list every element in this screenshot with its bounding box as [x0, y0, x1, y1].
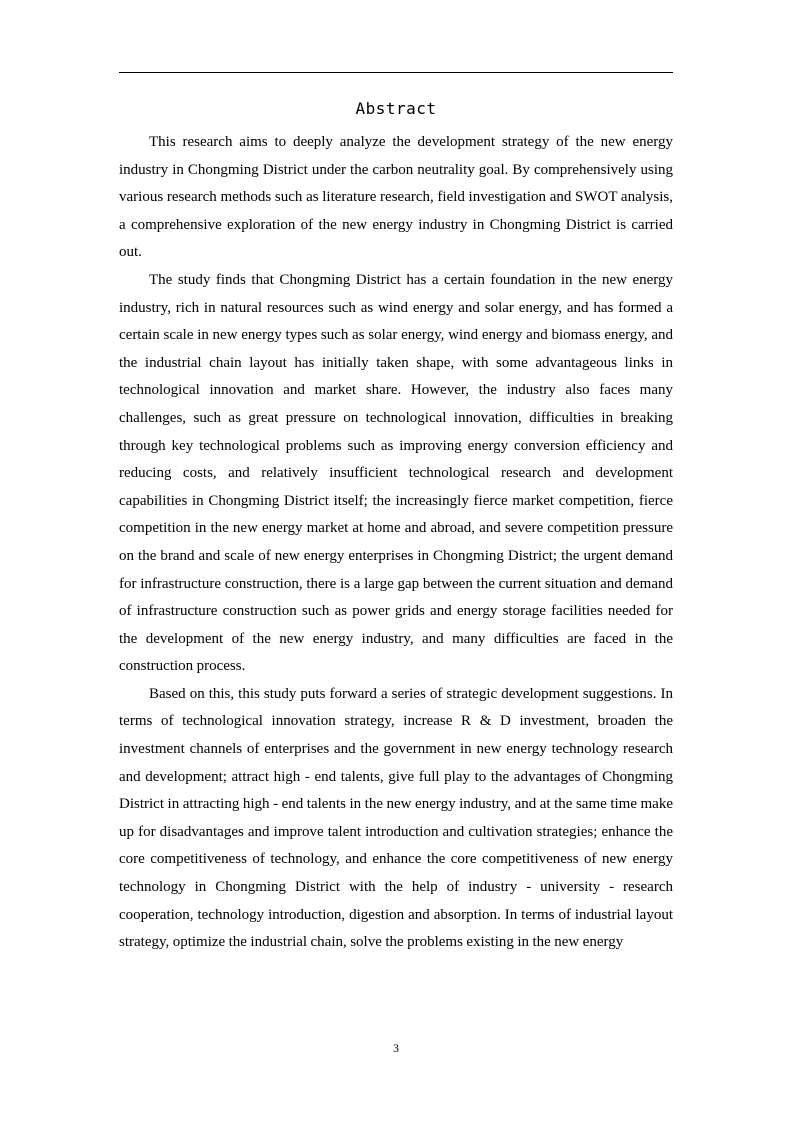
abstract-paragraph-3: Based on this, this study puts forward a series of strategic development suggestions. In terms of technological innovation strategy, increase R & D investment, broaden the investment channels of enterprises and the government in new energy technology research and development; attract high - end talents, give full play to the advantages of Chongming District in attracting high - end talents in the new energy industry, and at the same time make up for disadvantages and improve talent introduction and cultivation strategies; enhance the core competitiveness of technology, and enhance the core competitiveness of new energy technology in Chongming District with the help of industry - university - research cooperation, technology introduction, digestion and absorption. In terms of industrial layout strategy, optimize the industrial chain, solve the problems existing in the new energy	[119, 685, 673, 951]
header-rule	[119, 72, 673, 73]
abstract-body	[119, 129, 673, 957]
abstract-paragraph-1: This research aims to deeply analyze the development strategy of the new energy industry in Chongming District under the carbon neutrality goal. By comprehensively using various research methods such as literature research, field investigation and SWOT analysis, a comprehensive exploration of the new energy industry in Chongming District is carried out.	[119, 134, 673, 261]
page-number: 3	[393, 1041, 399, 1055]
abstract-paragraph-2: The study finds that Chongming District has a certain foundation in the new energy industry, rich in natural resources such as wind energy and solar energy, and has formed a certain scale in new energy types such as solar energy, wind energy and biomass energy, and the industrial chain layout has initially taken shape, with some advantageous links in technological innovation and market share. However, the industry also faces many challenges, such as great pressure on technological innovation, difficulties in breaking through key technological problems such as improving energy conversion efficiency and reducing costs, and relatively insufficient technological research and development capabilities in Chongming District itself; the increasingly fierce market competition, fierce competition in the new energy market at home and abroad, and severe competition pressure on the brand and scale of new energy enterprises in Chongming District; the urgent demand for infrastructure construction, there is a large gap between the current situation and demand of infrastructure construction such as power grids and energy storage facilities needed for the development of the new energy industry, and many difficulties are faced in the construction process.	[119, 271, 673, 675]
abstract-heading: Abstract	[355, 99, 437, 118]
